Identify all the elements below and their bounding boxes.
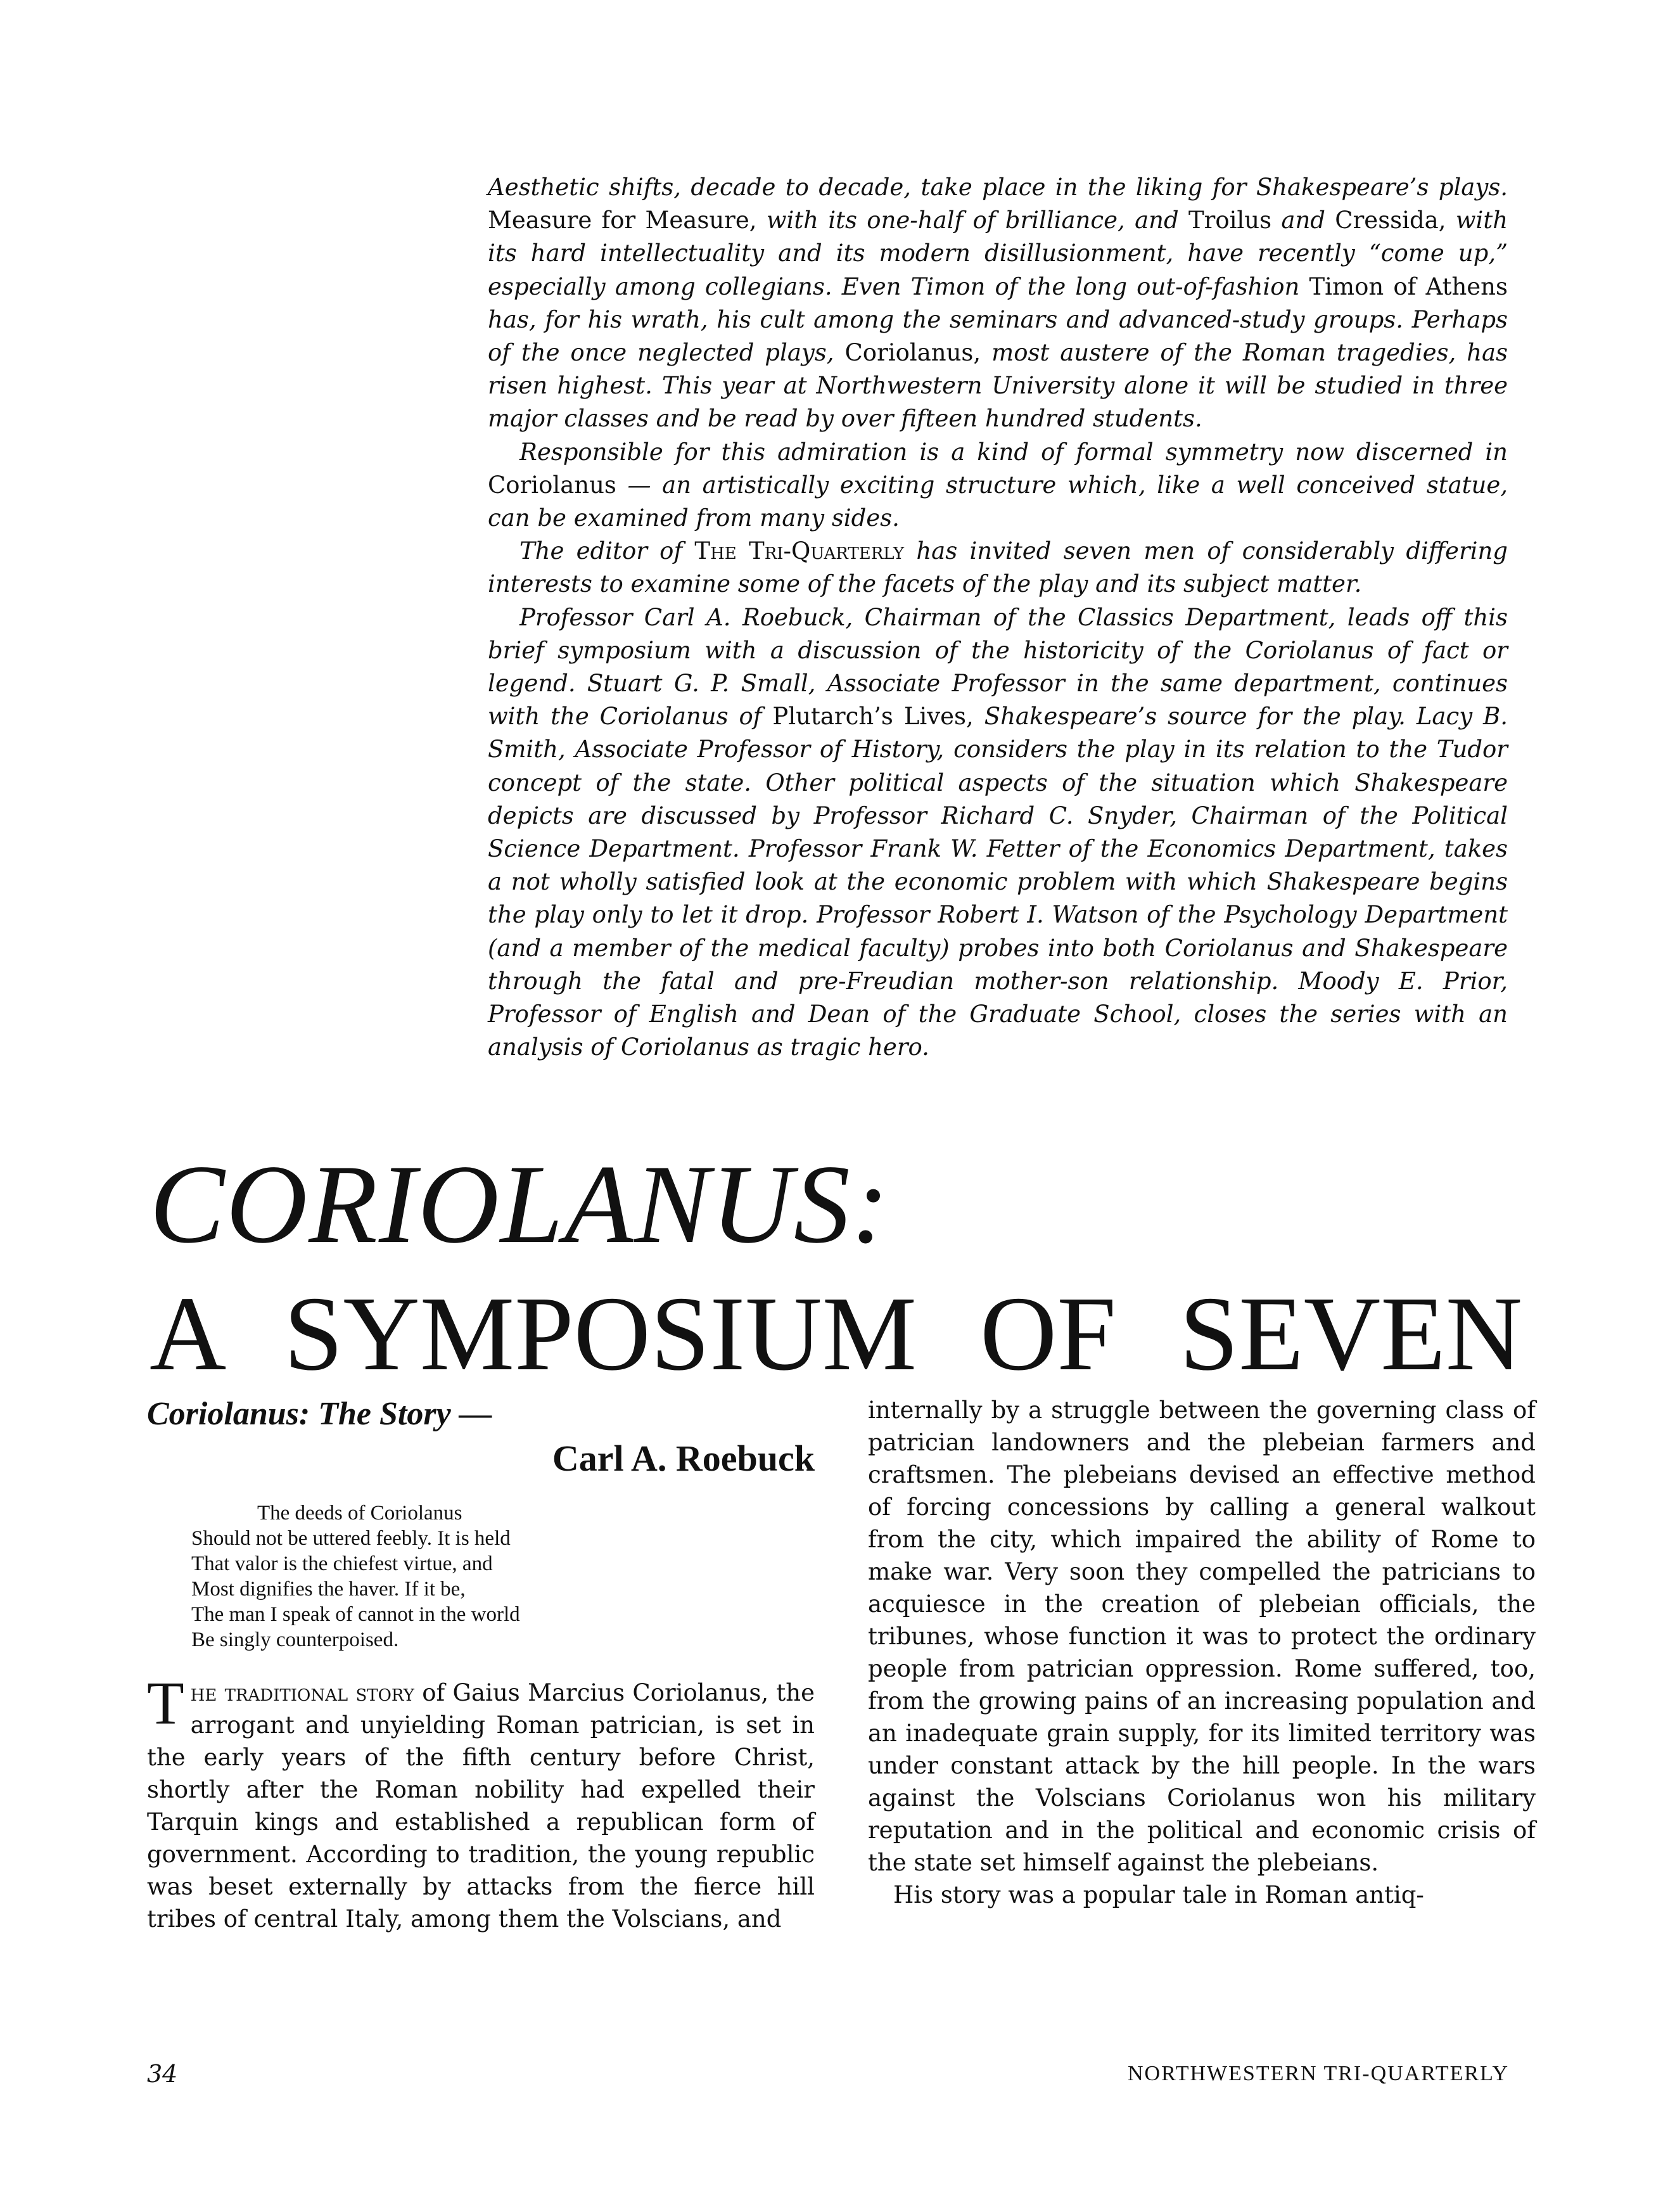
epigraph-line: The man I speak of cannot in the world bbox=[191, 1603, 520, 1626]
epigraph-line: That valor is the chiefest virtue, and bbox=[191, 1552, 493, 1575]
intro-paragraph-1 bbox=[488, 171, 1508, 436]
intro-text: — an artistically exciting structure which, like a well conceived statue, can be examined from many sides. bbox=[488, 471, 1508, 532]
play-title: Cressida, bbox=[1335, 207, 1446, 234]
book-title: Plutarch’s Lives, bbox=[772, 703, 974, 731]
lead-in: he traditional story bbox=[190, 1679, 414, 1706]
epigraph-line: Be singly counterpoised. bbox=[191, 1628, 399, 1651]
intro-paragraph-4 bbox=[488, 601, 1508, 1064]
section-author: Carl A. Roebuck bbox=[552, 1438, 815, 1479]
intro-text: Shakespeare’s source for the play. Lacy B. Smith, Associate Professor of History, considers the play in its relation to the Tudor concept of the state. Other political aspects of the situation which Shakespeare depicts are discussed by Professor Richard C. Snyder, Chairman of the Political Science Department. Professor Frank W. Fetter of the Economics Department, takes a not wholly satisfied look at the economic problem with which Shakespeare begins the play only to let it drop. Professor Robert I. Watson of the Psychology Department (and a member of the medical faculty) probes into both Coriolanus and Shakespeare through the fatal and pre-Freudian mother-son relationship. Moody E. Prior, Professor of English and Dean of the Graduate School, closes the series with an analysis of Coriolanus as tragic hero. bbox=[488, 703, 1508, 1061]
page-subtitle: A SYMPOSIUM OF SEVEN bbox=[150, 1275, 1523, 1393]
intro-paragraph-3 bbox=[488, 535, 1508, 601]
intro-text: with its hard intellectuality and its modern disillusionment, have recently “come up,” especially among collegians. Even bbox=[488, 207, 1508, 300]
intro-text: of the long out-of-fashion bbox=[995, 272, 1300, 300]
epigraph bbox=[191, 1500, 815, 1653]
intro-text: Timon bbox=[910, 272, 986, 300]
intro-paragraph-2 bbox=[488, 436, 1508, 535]
article-paragraph bbox=[147, 1669, 815, 1935]
play-title: Coriolanus bbox=[488, 471, 616, 499]
intro-text: Professor Carl A. Roebuck, Chairman of the Classics Department, leads off this brief symposium with a discussion of the historicity of the Coriolanus of fact or legend. Stuart G. P. Small, Associate Professor in the same department, continues with the Coriolanus of bbox=[488, 603, 1508, 731]
epigraph-line: The deeds of Coriolanus bbox=[257, 1502, 462, 1525]
article-text: of Gaius Marcius Coriolanus, the arrogant and unyielding Roman patrician, is set in the early years of the fifth century before Christ, shortly after the Roman nobility had expelled their Tarquin kings and established a republican form of government. According to tradition, the young republic was beset externally by attacks from the fierce hill tribes of central Italy, among them the Volscians, and bbox=[147, 1679, 815, 1933]
editor-introduction bbox=[488, 171, 1508, 1064]
section-heading: Coriolanus: The Story — bbox=[147, 1396, 492, 1432]
intro-text: most austere of the Roman tragedies, has risen highest. This year at Northwestern University alone it will be studied in three major classes and be read by over fifteen hundred students. bbox=[488, 339, 1508, 433]
intro-text: has invited seven men of considerably differing interests to examine some of the facets of the play and its subject matter. bbox=[488, 537, 1508, 598]
drop-cap: T bbox=[147, 1669, 184, 1737]
intro-text: The editor of bbox=[519, 537, 683, 565]
play-title: Timon of Athens bbox=[1309, 272, 1508, 300]
intro-text: Responsible for this admiration is a kind of formal symmetry now discerned in bbox=[519, 438, 1508, 466]
epigraph-line: Most dignifies the haver. If it be, bbox=[191, 1578, 466, 1601]
page-number: 34 bbox=[147, 2060, 178, 2088]
page-title: CORIOLANUS: bbox=[150, 1141, 891, 1267]
article-left-column bbox=[147, 1394, 815, 1935]
play-title: Measure for Measure, bbox=[488, 207, 757, 234]
article-right-column bbox=[868, 1394, 1536, 1911]
running-footer: NORTHWESTERN TRI-QUARTERLY bbox=[1127, 2062, 1509, 2085]
article-paragraph: internally by a struggle between the governing class of patrician landowners and the plebeian farmers and craftsmen. The plebeians devised an effective method of forcing concessions by calling a general walkout from the city, which impaired the ability of Rome to make war. Very soon they compelled the patricians to acquiesce in the creation of plebeian officials, the tribunes, whose function it was to protect the ordinary people from patrician oppression. Rome suffered, too, from the growing pains of an increasing population and an inadequate grain supply, for its limited territory was under constant attack by the hill people. In the wars against the Volscians Coriolanus won his military reputation and in the political and economic crisis of the state set himself against the plebeians. bbox=[868, 1397, 1536, 1876]
intro-text: with its one-half of brilliance, and bbox=[766, 207, 1179, 234]
intro-text: and bbox=[1281, 207, 1325, 234]
play-title: Troilus bbox=[1188, 207, 1272, 234]
intro-text: has, for his wrath, his cult among the seminars and advanced-study groups. Perhaps of the once neglected plays, bbox=[488, 305, 1508, 367]
journal-name: The Tri-Quarterly bbox=[694, 537, 905, 565]
article-paragraph: His story was a popular tale in Roman antiq- bbox=[893, 1881, 1424, 1908]
epigraph-line: Should not be uttered feebly. It is held bbox=[191, 1527, 511, 1550]
intro-text: Aesthetic shifts, decade to decade, take place in the liking for Shakespeare’s plays. bbox=[488, 174, 1508, 201]
play-title: Coriolanus, bbox=[844, 339, 981, 367]
